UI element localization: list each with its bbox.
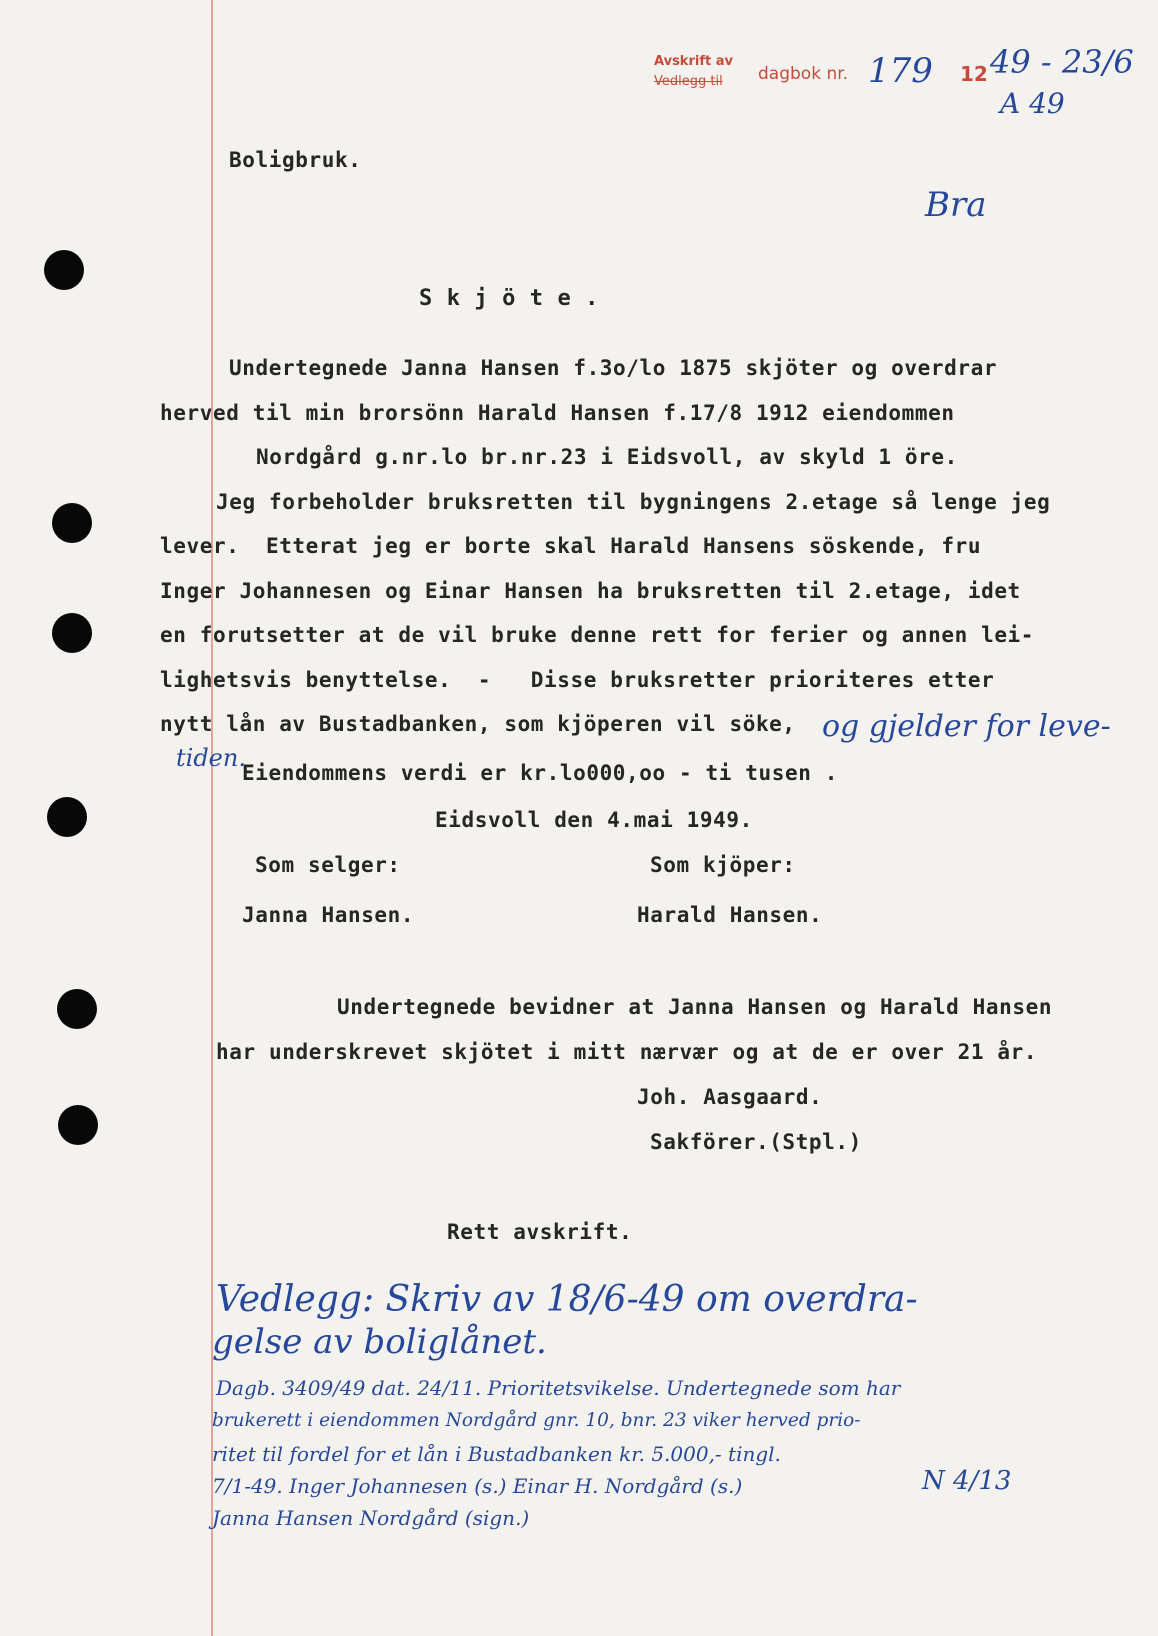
- body-line: Jeg forbeholder bruksretten til bygningens 2.etage så lenge jeg: [216, 490, 1051, 514]
- body-line: Undertegnede Janna Hansen f.3o/lo 1875 skjöter og overdrar: [229, 356, 998, 380]
- document-title: S k j ö t e .: [419, 286, 599, 311]
- punch-hole: [44, 250, 84, 290]
- stamp-number: 12: [960, 62, 988, 86]
- margin-rule: [211, 0, 213, 1636]
- buyer-label: Som kjöper:: [650, 853, 796, 877]
- hw-reference: N 4/13: [922, 1466, 1012, 1496]
- punch-hole: [47, 797, 87, 837]
- seller-label: Som selger:: [255, 853, 401, 877]
- seller-name: Janna Hansen.: [242, 903, 415, 927]
- punch-hole: [58, 1105, 98, 1145]
- buyer-name: Harald Hansen.: [637, 903, 823, 927]
- body-line: lever. Etterat jeg er borte skal Harald Hansens söskende, fru: [160, 534, 982, 558]
- stamp-vedlegg: Vedlegg til: [654, 74, 723, 89]
- hw-note: gelse av boliglånet.: [212, 1322, 547, 1362]
- copy-note: Rett avskrift.: [447, 1220, 633, 1244]
- witness-line: har underskrevet skjötet i mitt nærvær og at de er over 21 år.: [216, 1040, 1038, 1064]
- dagbok-number: 179: [868, 51, 933, 91]
- hw-note: Dagb. 3409/49 dat. 24/11. Prioritetsvikelse. Undertegnede som har: [216, 1376, 901, 1400]
- hw-note: Janna Hansen Nordgård (sign.): [212, 1506, 530, 1530]
- hw-insert: og gjelder for leve-: [822, 709, 1111, 744]
- hw-note: Vedlegg: Skriv av 18/6-49 om overdra-: [216, 1279, 918, 1320]
- place-date: Eidsvoll den 4.mai 1949.: [435, 808, 753, 832]
- hw-year-top: 49 - 23/6: [990, 43, 1134, 81]
- heading: Boligbruk.: [229, 148, 362, 172]
- hw-note: ritet til fordel for et lån i Bustadbanken kr. 5.000,- tingl.: [212, 1442, 781, 1466]
- body-line: nytt lån av Bustadbanken, som kjöperen vil söke,: [160, 712, 796, 736]
- body-line: Inger Johannesen og Einar Hansen ha bruksretten til 2.etage, idet: [160, 579, 1021, 603]
- punch-hole: [52, 613, 92, 653]
- punch-hole: [52, 503, 92, 543]
- punch-hole: [57, 989, 97, 1029]
- hw-insert-continued: tiden.: [176, 744, 246, 772]
- hw-note: brukerett i eiendommen Nordgård gnr. 10, bnr. 23 viker herved prio-: [212, 1410, 861, 1431]
- witness-line: Undertegnede bevidner at Janna Hansen og Harald Hansen: [337, 995, 1053, 1019]
- stamp-dagbok-label: dagbok nr.: [758, 64, 849, 84]
- hw-note: 7/1-49. Inger Johannesen (s.) Einar H. Nordgård (s.): [212, 1474, 743, 1498]
- body-line: lighetsvis benyttelse. - Disse bruksretter prioriteres etter: [160, 668, 995, 692]
- body-line: Eiendommens verdi er kr.lo000,oo - ti tusen .: [242, 761, 838, 785]
- body-line: Nordgård g.nr.lo br.nr.23 i Eidsvoll, av skyld 1 öre.: [256, 445, 958, 469]
- stamp-avskrift: Avskrift av: [654, 54, 733, 69]
- initials: Bra: [925, 185, 987, 225]
- witness-title: Sakförer.(Stpl.): [650, 1130, 862, 1154]
- body-line: en forutsetter at de vil bruke denne rett for ferier og annen lei-: [160, 623, 1035, 647]
- hw-year-bottom: A 49: [1000, 87, 1065, 120]
- body-line: herved til min brorsönn Harald Hansen f.17/8 1912 eiendommen: [160, 401, 955, 425]
- witness-name: Joh. Aasgaard.: [637, 1085, 823, 1109]
